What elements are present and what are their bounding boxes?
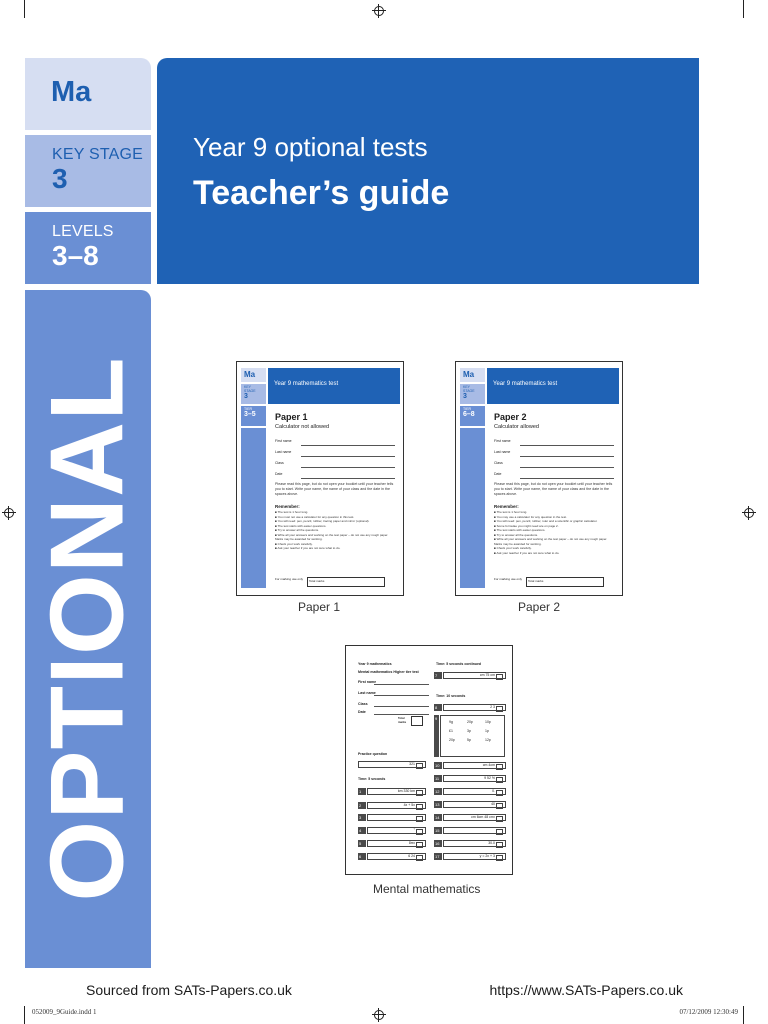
thumb-side-bar	[241, 428, 266, 588]
thumb-bullet: The test is 1 hour long.	[496, 510, 528, 514]
registration-mark-top	[372, 4, 386, 18]
file-slug: 052009_9Guide.indd 1	[32, 1008, 97, 1016]
thumb-field: Last name	[494, 450, 614, 459]
key-stage-tab	[25, 135, 151, 207]
thumb-bullet: Write all your answers and working on the test paper – do not use any rough paper. Marks may be awarded for working.	[494, 537, 608, 546]
thumb-field: First name	[275, 439, 395, 448]
mm-question-number: 16	[434, 840, 442, 847]
mm-grid-item: 9g	[449, 720, 453, 724]
mm-answer-box: y = 2x + 3	[443, 853, 506, 860]
mm-question-number: 10	[434, 762, 442, 769]
thumb-ks-label: KEY STAGE	[463, 385, 475, 393]
optional-banner	[25, 290, 151, 968]
thumb-bullet-list: ■ The test is 1 hour long. ■ You must not use a calculator for any question in this test. ■ You will need: pen, pencil, rubber, tracing paper and mirror (optional). ■ The test starts with easier questions. ■ Try to answer all the questions. ■ Write all your answers and working on the test paper – do not use any rough paper. Marks may be awarded for working. ■ Check your work carefully. ■ Ask your teacher if you are not sure what to do.	[275, 510, 389, 550]
levels-value: 3–8	[52, 240, 99, 271]
mm-question-number: 14	[434, 814, 442, 821]
thumb-field: Date	[275, 472, 395, 481]
mm-time10-label: Time: 10 seconds	[436, 694, 466, 698]
mm-question-number: 13	[434, 801, 442, 808]
mm-answer-box: 2 3	[443, 704, 506, 711]
mm-field-label: Last name	[358, 691, 376, 695]
thumb-subject: Ma	[460, 368, 485, 382]
thumb-tier	[460, 406, 485, 426]
mm-field-label: Date	[358, 710, 366, 714]
thumb-paper-subtitle: Calculator allowed	[494, 424, 539, 430]
paper-2-caption: Paper 2	[518, 600, 561, 614]
thumb-intro: Please read this page, but do not open your booklet until your teacher tells you to start. Write your name, the name of your class and the date in the spaces above.	[494, 482, 613, 496]
mm-head-2: Mental mathematics Higher tier test	[358, 670, 419, 674]
mm-answer-box	[443, 827, 506, 834]
thumb-field: First name	[494, 439, 614, 448]
mm-answer-box: 0.	[443, 788, 506, 795]
thumb-field: Last name	[275, 450, 395, 459]
thumb-intro: Please read this page, but do not open your booklet until your teacher tells you to start. Write your name, the name of your class and the date in the spaces above.	[275, 482, 394, 496]
thumb-key-stage	[241, 384, 266, 404]
mm-field-line	[374, 706, 429, 707]
mm-total-label: Total marks	[398, 716, 407, 724]
mm-answer-box: km 330 km	[367, 788, 426, 795]
mm-coin-grid	[440, 715, 505, 757]
crop-mark	[24, 0, 25, 18]
registration-mark-right	[742, 506, 756, 520]
mm-grid-item: 5p	[467, 738, 471, 742]
mm-question-number: 8	[434, 704, 442, 711]
key-stage-label: KEY STAGE	[52, 146, 144, 163]
mm-field-line	[374, 684, 429, 685]
mm-time5-label: Time: 5 seconds	[358, 777, 386, 781]
thumb-bullet: Try to answer all the questions.	[496, 532, 539, 537]
thumb-tier-label: TIER	[463, 407, 471, 411]
mm-question-number: 2	[358, 802, 366, 809]
thumb-remember: Remember:	[275, 504, 300, 509]
thumb-header: Year 9 mathematics test	[487, 368, 619, 404]
thumb-paper-title: Paper 1	[275, 412, 308, 422]
mm-grid-item: 20p	[449, 738, 455, 742]
thumb-bullet: You will need: pen, pencil, rubber, ruler and a scientific or graphic calculator.	[496, 519, 598, 523]
thumb-bullet: The test is 1 hour long.	[277, 510, 309, 514]
mm-time5-cont-label: Time: 5 seconds continued	[436, 662, 482, 666]
mm-grid-item: 10p	[485, 720, 491, 724]
levels-tab	[25, 212, 151, 284]
paper-1-caption: Paper 1	[298, 600, 341, 614]
mm-answer-box: 8πx	[367, 840, 426, 847]
mm-grid-item: 12p	[485, 738, 491, 742]
thumb-paper-subtitle: Calculator not allowed	[275, 424, 330, 430]
thumb-field: Class	[275, 461, 395, 470]
mm-question-number: 15	[434, 827, 442, 834]
mm-total-box	[411, 716, 423, 726]
mm-question-number: 12	[434, 788, 442, 795]
thumb-field: Class	[494, 461, 614, 470]
paper-1-thumbnail	[236, 361, 404, 596]
title-header	[157, 58, 699, 284]
source-url[interactable]: https://www.SATs-Papers.co.uk	[489, 982, 683, 998]
mm-answer-box	[367, 814, 426, 821]
mm-question-number: 6	[358, 853, 366, 860]
thumb-bullet: Try to answer all the questions.	[277, 528, 320, 532]
thumb-ks-value: 3	[244, 393, 248, 400]
thumb-bullet: The test starts with easier questions.	[496, 528, 546, 532]
thumb-marking-label: For marking use only	[275, 577, 304, 581]
subject-tab	[25, 58, 151, 130]
mm-grid-item: 3p	[467, 729, 471, 733]
mm-question-number: 4	[358, 827, 366, 834]
mm-answer-box: 30.0	[443, 840, 506, 847]
registration-mark-bottom	[372, 1008, 386, 1022]
thumb-bullet: You must not use a calculator for any question in this test.	[277, 514, 355, 519]
mm-grid-item: £1	[449, 729, 453, 733]
mm-head-1: Year 9 mathematics	[358, 662, 392, 666]
key-stage-value: 3	[52, 163, 68, 194]
thumb-tier-value: 6–8	[463, 411, 475, 418]
thumb-total-box: Total marks	[307, 577, 385, 587]
thumb-bullet: The test starts with easier questions.	[277, 523, 327, 528]
header-title: Teacher’s guide	[193, 174, 450, 212]
thumb-tier-value: 3–5	[244, 411, 256, 418]
mm-practice-label: Practice question	[358, 752, 388, 756]
thumb-total-box: Total marks	[526, 577, 604, 587]
crop-mark	[743, 1006, 744, 1024]
mm-question-number: 11	[434, 775, 442, 782]
mm-question-number: 5	[358, 840, 366, 847]
thumb-marking-label: For marking use only	[494, 577, 523, 581]
mm-field-line	[374, 714, 429, 715]
mm-answer-box: cm 6cm 48 cm²	[443, 814, 506, 821]
thumb-bullet: Ask your teacher if you are not sure what to do.	[277, 546, 341, 550]
mm-answer-box: °	[367, 827, 426, 834]
mm-answer-box: 6 24	[367, 853, 426, 860]
thumb-ks-label: KEY STAGE	[244, 385, 256, 393]
mm-answer-box: 40	[443, 801, 506, 808]
registration-mark-left	[2, 506, 16, 520]
mm-question-number: 1	[358, 788, 366, 795]
mental-maths-caption: Mental mathematics	[373, 882, 481, 896]
thumb-bullet: Check your work carefully.	[496, 546, 532, 550]
thumb-bullet: Some formulae you might need are on page 2.	[496, 523, 559, 528]
timestamp-slug: 07/12/2009 12:30:49	[679, 1008, 738, 1016]
mental-maths-thumbnail	[345, 645, 513, 875]
mm-grid-item: 20p	[467, 720, 473, 724]
thumb-bullet: You will need: pen, pencil, rubber, tracing paper and mirror (optional).	[277, 519, 370, 523]
mm-answer-box: 9 52 %	[443, 775, 506, 782]
thumb-field: Date	[494, 472, 614, 481]
mm-answer-box: 4x + 5x	[367, 802, 426, 809]
thumb-bullet: You may use a calculator for any question in the test.	[496, 514, 567, 519]
mm-question-number: 9	[434, 715, 439, 757]
thumb-bullet: Ask your teacher if you are not sure what to do.	[496, 550, 560, 555]
subject-label: Ma	[51, 76, 92, 108]
mm-grid-item: 1p	[485, 729, 489, 733]
mm-answer-box: cm 4cm	[443, 762, 506, 769]
levels-label: LEVELS	[52, 223, 114, 240]
thumb-side-bar	[460, 428, 485, 588]
mm-question-number: 7	[434, 672, 442, 679]
thumb-ks-value: 3	[463, 393, 467, 400]
thumb-tier	[241, 406, 266, 426]
mm-field-line	[374, 695, 429, 696]
mm-field-label: Class	[358, 702, 368, 706]
thumb-key-stage	[460, 384, 485, 404]
crop-mark	[743, 0, 744, 18]
thumb-bullet: Write all your answers and working on the test paper – do not use any rough paper. Marks may be awarded for working.	[275, 532, 389, 541]
thumb-header: Year 9 mathematics test	[268, 368, 400, 404]
crop-mark	[24, 1006, 25, 1024]
thumb-bullet: Check your work carefully.	[277, 541, 313, 546]
thumb-remember: Remember:	[494, 504, 519, 509]
mm-answer-box: cm 75 cm	[443, 672, 506, 679]
mm-practice-answer: 321	[358, 761, 426, 768]
thumb-subject: Ma	[241, 368, 266, 382]
paper-2-thumbnail	[455, 361, 623, 596]
source-text: Sourced from SATs-Papers.co.uk	[86, 982, 292, 998]
optional-text: OPTIONAL	[29, 356, 146, 902]
mm-question-number: 17	[434, 853, 442, 860]
mm-field-label: First name	[358, 680, 377, 684]
mm-question-number: 3	[358, 814, 366, 821]
thumb-paper-title: Paper 2	[494, 412, 527, 422]
thumb-bullet-list: ■ The test is 1 hour long. ■ You may use a calculator for any question in the test. ■ You will need: pen, pencil, rubber, ruler and a scientific or graphic calculator. ■ Some formulae you might need are on page 2. ■ The test starts with easier questions. ■ Try to answer all the questions. ■ Write all your answers and working on the test paper – do not use any rough paper. Marks may be awarded for working. ■ Check your work carefully. ■ Ask your teacher if you are not sure what to do.	[494, 510, 608, 555]
thumb-tier-label: TIER	[244, 407, 252, 411]
header-subtitle: Year 9 optional tests	[193, 132, 428, 162]
